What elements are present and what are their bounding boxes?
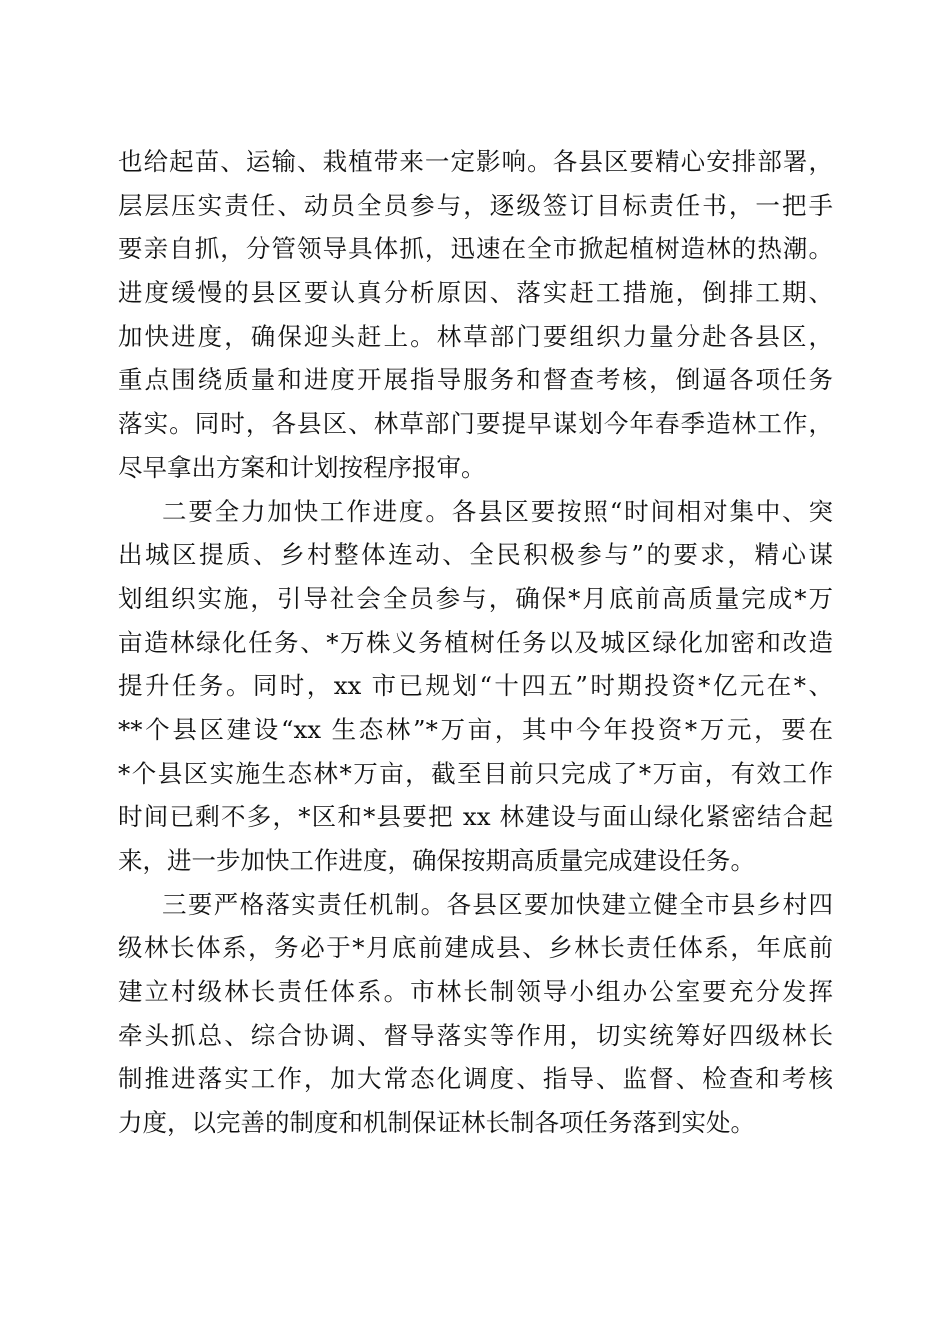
text-line: 落实。同时，各县区、林草部门要提早谋划今年春季造林工作， xyxy=(118,409,833,439)
text-line: 层层压实责任、动员全员参与，逐级签订目标责任书，一把手 xyxy=(118,190,833,220)
text-line: 三要严格落实责任机制。各县区要加快建立健全市县乡村四 xyxy=(162,889,833,919)
text-line: 制推进落实工作，加大常态化调度、指导、监督、检查和考核 xyxy=(118,1064,833,1094)
paragraph-continuation xyxy=(118,140,833,490)
text-line: 划组织实施，引导社会全员参与，确保*月底前高质量完成*万 xyxy=(118,583,833,613)
text-line: 尽早拿出方案和计划按程序报审。 xyxy=(118,452,486,482)
text-line: 时间已剩不多，*区和*县要把 xx 林建设与面山绿化紧密结合起 xyxy=(118,802,833,832)
text-line: 力度，以完善的制度和机制保证林长制各项任务落到实处。 xyxy=(118,1108,755,1138)
text-line: 提升任务。同时，xx 市已规划“十四五”时期投资*亿元在*、 xyxy=(118,671,833,701)
text-line: 重点围绕质量和进度开展指导服务和督查考核，倒逼各项任务 xyxy=(118,365,833,395)
text-line: 也给起苗、运输、栽植带来一定影响。各县区要精心安排部署， xyxy=(118,147,833,176)
text-line: *个县区实施生态林*万亩，截至目前只完成了*万亩，有效工作 xyxy=(118,758,833,788)
text-line: 进度缓慢的县区要认真分析原因、落实赶工措施，倒排工期、 xyxy=(118,278,833,308)
text-line: 来，进一步加快工作进度，确保按期高质量完成建设任务。 xyxy=(118,846,755,875)
text-line: **个县区建设“xx 生态林”*万亩，其中今年投资*万元，要在 xyxy=(118,714,833,744)
paragraph-speed-up-progress xyxy=(118,490,833,883)
text-line: 二要全力加快工作进度。各县区要按照“时间相对集中、突 xyxy=(162,496,833,526)
text-line: 建立村级林长责任体系。市林长制领导小组办公室要充分发挥 xyxy=(118,977,833,1007)
text-line: 亩造林绿化任务、*万株义务植树任务以及城区绿化加密和改造 xyxy=(118,627,833,657)
text-line: 级林长体系，务必于*月底前建成县、乡林长责任体系，年底前 xyxy=(118,933,833,963)
document-body xyxy=(118,140,833,1145)
text-line: 加快进度，确保迎头赶上。林草部门要组织力量分赴各县区， xyxy=(118,321,833,351)
paragraph-responsibility-mechanism xyxy=(118,883,833,1145)
text-line: 要亲自抓，分管领导具体抓，迅速在全市掀起植树造林的热潮。 xyxy=(118,234,833,264)
text-line: 出城区提质、乡村整体连动、全民积极参与”的要求，精心谋 xyxy=(118,540,833,570)
text-line: 牵头抓总、综合协调、督导落实等作用，切实统筹好四级林长 xyxy=(118,1020,833,1050)
